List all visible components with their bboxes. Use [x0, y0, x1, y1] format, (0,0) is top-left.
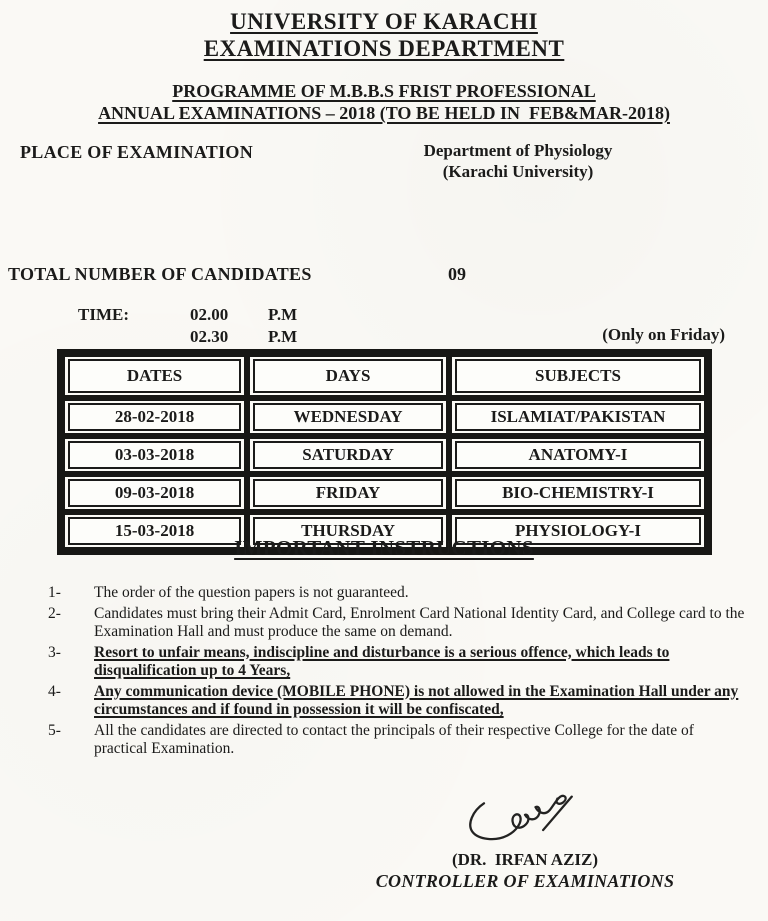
cell-subject: BIO-CHEMISTRY-I	[455, 479, 701, 507]
instruction-number: 4-	[48, 682, 61, 700]
instructions-list	[48, 584, 750, 761]
programme-line2: ANNUAL EXAMINATIONS – 2018 (TO BE HELD IN FEB&MAR-2018)	[98, 103, 670, 123]
col-header-subjects: SUBJECTS	[455, 359, 701, 393]
programme-heading	[0, 80, 768, 124]
col-header-days: DAYS	[253, 359, 443, 393]
instruction-text: Candidates must bring their Admit Card, Enrolment Card National Identity Card, and College card to the Examination Hall and must produce the same on demand.	[94, 604, 745, 640]
cell-subject: ISLAMIAT/PAKISTAN	[455, 403, 701, 431]
total-candidates-label: TOTAL NUMBER OF CANDIDATES	[8, 264, 312, 284]
important-instructions-heading: IMPORTANT INSTRUCTIONS	[234, 536, 534, 560]
place-of-examination-label: PLACE OF EXAMINATION	[20, 142, 254, 162]
cell-day: SATURDAY	[253, 441, 443, 469]
instruction-item	[48, 644, 750, 681]
cell-day: WEDNESDAY	[253, 403, 443, 431]
table-row	[62, 474, 707, 512]
title-line-department: EXAMINATIONS DEPARTMENT	[203, 36, 565, 61]
table-row	[62, 436, 707, 474]
instruction-text: All the candidates are directed to contact the principals of their respective College for the date of practical Examination.	[94, 721, 694, 757]
place-value-line1: Department of Physiology	[423, 141, 613, 160]
time-row2-meridiem: P.M	[268, 327, 298, 346]
instruction-text: Resort to unfair means, indiscipline and disturbance is a serious offence, which leads to disqualification up to 4 Years,	[94, 643, 670, 679]
instruction-number: 3-	[48, 643, 61, 661]
time-label: TIME:	[78, 305, 129, 324]
handwritten-signature-icon	[459, 790, 591, 852]
cell-date: 09-03-2018	[68, 479, 241, 507]
time-row2-value: 02.30	[190, 327, 229, 346]
signature-block	[370, 790, 680, 892]
cell-date: 15-03-2018	[68, 517, 241, 545]
instruction-item	[48, 683, 750, 720]
place-value-line2: (Karachi University)	[442, 162, 594, 181]
total-candidates-value: 09	[448, 264, 466, 284]
time-block	[78, 304, 328, 348]
instruction-item	[48, 722, 750, 759]
table-header-row	[62, 354, 707, 398]
time-row2-spacer	[78, 326, 190, 348]
instruction-number: 1-	[48, 584, 61, 601]
friday-only-note: (Only on Friday)	[602, 325, 725, 344]
instruction-number: 5-	[48, 721, 61, 739]
cell-subject: PHYSIOLOGY-I	[455, 517, 701, 545]
signatory-name: (DR. IRFAN AZIZ)	[451, 850, 599, 869]
schedule-table-wrap	[57, 349, 712, 555]
instruction-text: Any communication device (MOBILE PHONE) is not allowed in the Examination Hall under any circumstances and if found in possession it will be confiscated,	[94, 682, 739, 718]
cell-day: THURSDAY	[253, 517, 443, 545]
time-row1-meridiem: P.M	[268, 305, 298, 324]
cell-subject: ANATOMY-I	[455, 441, 701, 469]
place-of-examination-value	[390, 140, 646, 182]
table-row	[62, 398, 707, 436]
programme-line1: PROGRAMME OF M.B.B.S FRIST PROFESSIONAL	[172, 81, 596, 101]
instruction-item	[48, 584, 750, 603]
time-row1-value: 02.00	[190, 305, 229, 324]
cell-day: FRIDAY	[253, 479, 443, 507]
signatory-title: CONTROLLER OF EXAMINATIONS	[375, 871, 675, 891]
instruction-number: 2-	[48, 604, 61, 622]
schedule-table	[57, 349, 712, 555]
cell-date: 03-03-2018	[68, 441, 241, 469]
instruction-item	[48, 605, 750, 642]
document-title	[0, 8, 768, 62]
instruction-text: The order of the question papers is not guaranteed.	[94, 584, 409, 601]
title-line-university: UNIVERSITY OF KARACHI	[230, 9, 538, 34]
cell-date: 28-02-2018	[68, 403, 241, 431]
col-header-dates: DATES	[68, 359, 241, 393]
